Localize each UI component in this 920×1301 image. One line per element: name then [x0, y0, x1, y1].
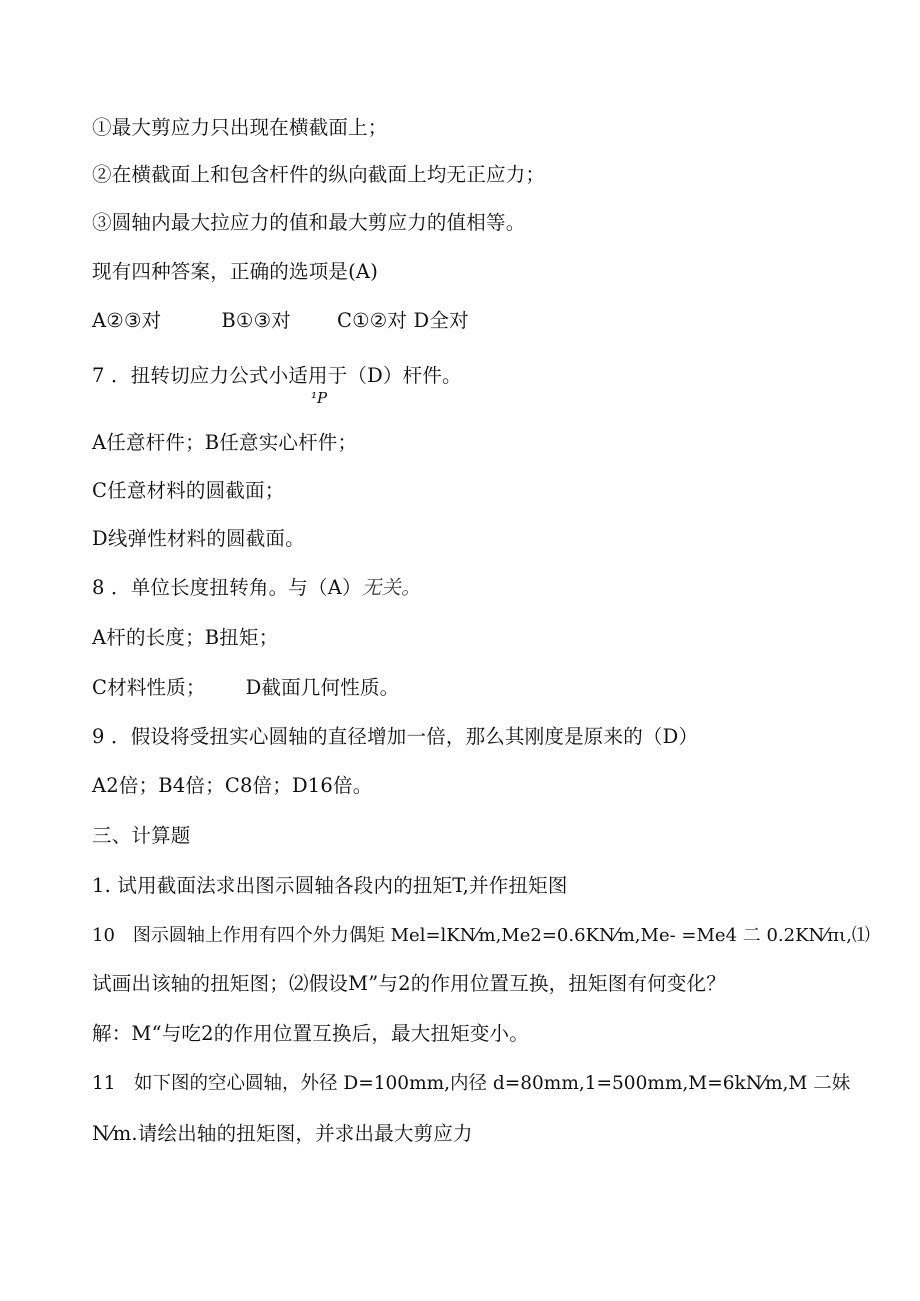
q7-options-ab: A任意杆件；B任意实心杆件；	[92, 431, 358, 454]
option-b: B①③对	[221, 309, 291, 332]
problem-11-continued: N⁄m.请绘出轴的扭矩图，并求出最大剪应力	[92, 1122, 473, 1145]
statement-1: ①最大剪应力只出现在横截面上；	[92, 116, 388, 139]
option-c-d: C①②对 D全对	[336, 309, 469, 332]
q8-options-ab: A杆的长度；B扭矩；	[92, 626, 279, 649]
question-8-tail: 无关。	[361, 576, 421, 599]
section-heading: 三、计算题	[92, 824, 191, 847]
statement-2: ②在横截面上和包含杆件的纵向截面上均无正应力；	[92, 163, 546, 186]
statement-3: ③圆轴内最大拉应力的值和最大剪应力的值相等。	[92, 211, 526, 234]
option-a: A②③对	[92, 309, 162, 332]
q7-option-d: D线弹性材料的圆截面。	[92, 527, 305, 550]
problem-1: 1. 试用截面法求出图示圆轴各段内的扭矩T,并作扭矩图	[92, 874, 568, 897]
question-9: 9 ．假设将受扭实心圆轴的直径增加一倍，那么其刚度是原来的（D）	[92, 725, 699, 748]
q9-options: A2倍；B4倍；C8倍；D16倍。	[92, 774, 373, 797]
q8-option-c: C材料性质；	[92, 676, 206, 699]
problem-10: 10 图示圆轴上作用有四个外力偶矩 Mel=lKN⁄m,Me2=0.6KN⁄m,Me- =Me4 二 0.2KN⁄πι,⑴	[92, 925, 870, 946]
q8-option-d: D截面几何性质。	[245, 676, 400, 699]
answer-options-row	[92, 309, 469, 333]
question-8-text: 8 ．单位长度扭转角。与（A）	[92, 576, 362, 599]
q8-options-cd	[92, 676, 399, 700]
formula-subscript: ¹P	[311, 389, 328, 407]
answer-prompt: 现有四种答案，正确的选项是(A)	[92, 260, 378, 283]
q7-option-c: C任意材料的圆截面；	[92, 479, 285, 502]
question-8	[92, 576, 421, 600]
problem-10-solution: 解：M“与吃2的作用位置互换后，最大扭矩变小。	[92, 1022, 529, 1045]
question-7: 7 ．扭转切应力公式小适用于（D）杆件。	[92, 364, 462, 387]
problem-10-continued: 试画出该轴的扭矩图；⑵假设M”与2的作用位置互换，扭矩图有何变化？	[92, 972, 726, 995]
problem-11: 11 如下图的空心圆轴，外径 D=100mm,内径 d=80mm,1=500mm,M=6kN⁄m,M 二妹	[92, 1073, 851, 1094]
